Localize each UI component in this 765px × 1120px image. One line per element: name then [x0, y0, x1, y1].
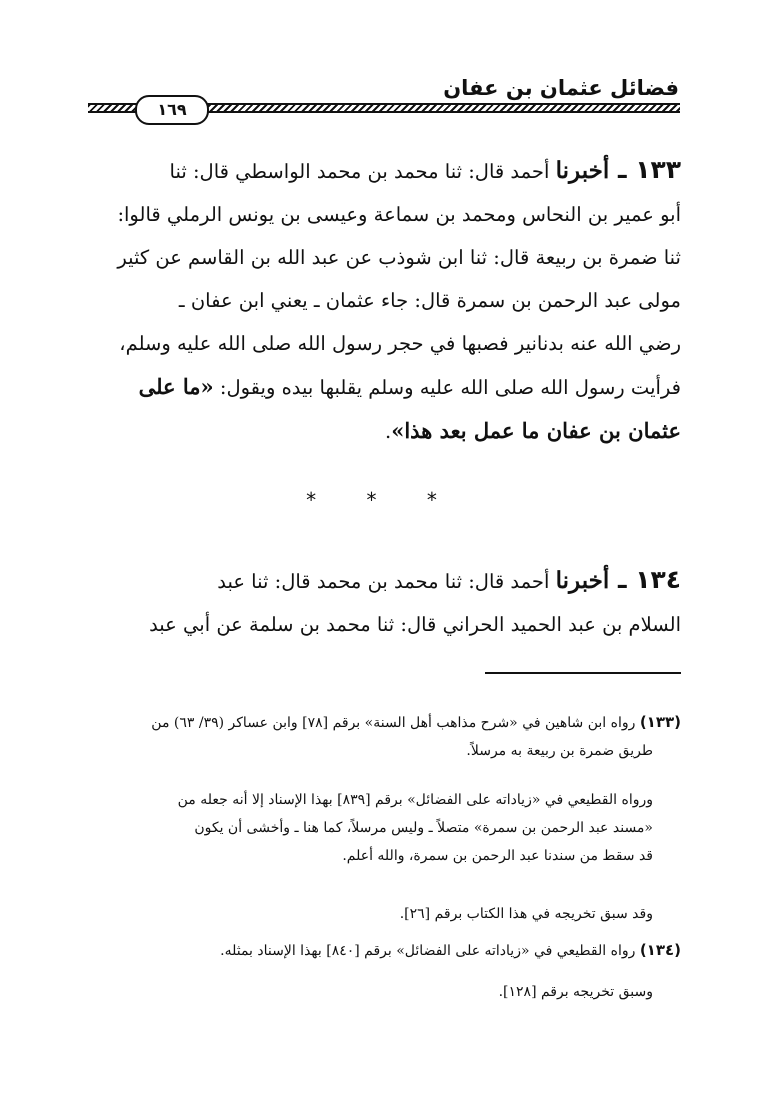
end-mark: . [385, 420, 392, 443]
hadith-134-line-1 [83, 558, 681, 603]
hadith-dash: ـ [609, 155, 636, 184]
footnote-text: طريق ضمرة بن ربيعة به مرسلاً. [466, 743, 653, 759]
footnote-133-para-3 [81, 900, 653, 928]
hadith-133-line-7 [83, 409, 681, 453]
akhbarana-word: أخبرنا [555, 157, 610, 184]
hadith-text: ثنا ضمرة بن ربيعة قال: ثنا ابن شوذب عن عبد الله بن القاسم عن كثير [117, 246, 681, 269]
prophet-quote: «ما على [138, 374, 214, 399]
akhbarana-word: أخبرنا [555, 567, 610, 594]
footnote-134-para-2 [81, 978, 653, 1006]
footnote-number: (١٣٣) [639, 713, 681, 731]
footnote-text: قد سقط من سندنا عبد الرحمن بن سمرة، والله أعلم. [342, 848, 653, 864]
hadith-text: فرأيت رسول الله صلى الله عليه وسلم يقلبها بيده ويقول: [213, 376, 681, 399]
section-separator: * * * [306, 488, 459, 512]
hadith-text: رضي الله عنه بدنانير فصبها في حجر رسول الله صلى الله عليه وسلم، [119, 332, 681, 355]
page-number: ١٦٩ [135, 95, 209, 125]
footnote-134 [81, 936, 681, 965]
hadith-text: مولى عبد الرحمن بن سمرة قال: جاء عثمان ـ يعني ابن عفان ـ [178, 289, 681, 312]
hadith-text: أبو عمير بن النحاس ومحمد بن سماعة وعيسى بن يونس الرملي قالوا: [117, 203, 681, 226]
footnote-text: «مسند عبد الرحمن بن سمرة» متصلاً ـ وليس مرسلاً، كما هنا ـ وأخشى أن يكون [194, 820, 653, 836]
footnote-text: وسبق تخريجه برقم [١٢٨]. [498, 984, 653, 1000]
footnote-text: رواه ابن شاهين في «شرح مذاهب أهل السنة» برقم [٧٨] وابن عساكر (٣٩/ ٦٣) من [151, 715, 640, 731]
footnote-text: ورواه القطيعي في «زياداته على الفضائل» برقم [٨٣٩] بهذا الإسناد إلا أنه جعله من [177, 792, 653, 808]
hadith-text: أحمد قال: ثنا محمد بن محمد قال: ثنا عبد [217, 570, 556, 593]
hadith-133-line-1 [83, 148, 681, 193]
hadith-dash: ـ [609, 565, 636, 594]
running-title: فضائل عثمان بن عفان [443, 76, 679, 100]
footnote-line [81, 708, 681, 737]
footnote-number: (١٣٤) [639, 941, 681, 959]
footnote-line [81, 936, 681, 965]
footnote-133-para-2 [81, 786, 653, 870]
hadith-text: أحمد قال: ثنا محمد بن محمد الواسطي قال: ثنا [169, 160, 556, 183]
hadith-133 [83, 148, 681, 453]
hadith-number: ١٣٤ [635, 565, 681, 594]
hadith-text: السلام بن عبد الحميد الحراني قال: ثنا محمد بن سلمة عن أبي عبد [149, 613, 681, 636]
hadith-134 [83, 558, 681, 646]
hadith-133-line-6 [83, 365, 681, 409]
footnote-separator-rule [485, 672, 681, 674]
hadith-number: ١٣٣ [635, 155, 681, 184]
prophet-quote: عثمان بن عفان ما عمل بعد هذا» [391, 418, 681, 443]
footnote-133 [81, 708, 681, 765]
footnote-text: رواه القطيعي في «زياداته على الفضائل» برقم [٨٤٠] بهذا الإسناد بمثله. [220, 943, 640, 959]
footnote-text: وقد سبق تخريجه في هذا الكتاب برقم [٢٦]. [399, 906, 653, 922]
